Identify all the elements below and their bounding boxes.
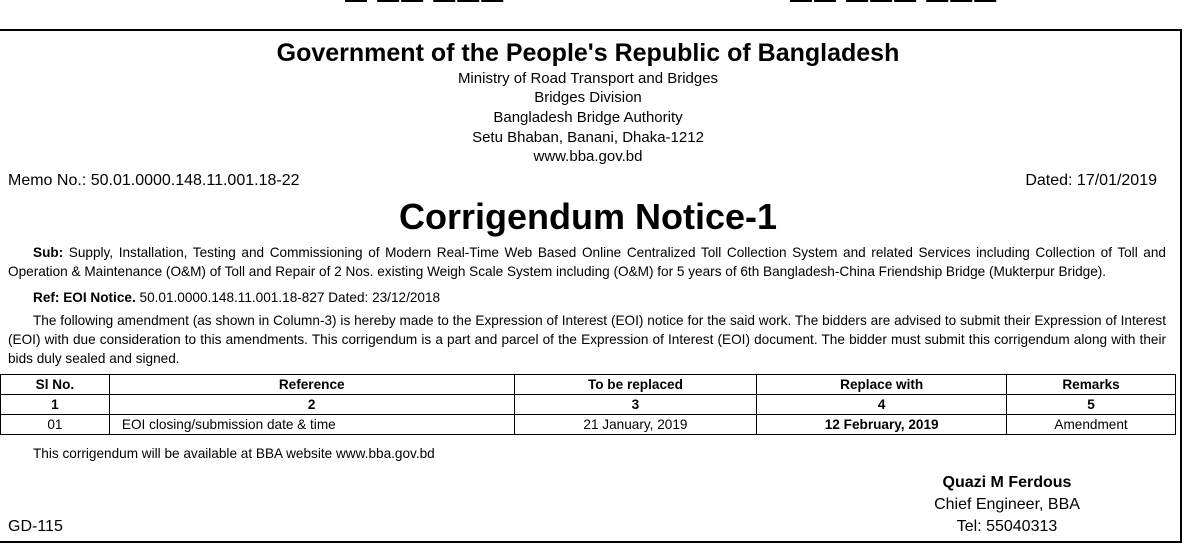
cropped-text-fragment [790,0,998,13]
dated-label: Dated: [1025,172,1073,189]
cell-sl-no: 01 [1,415,110,435]
header-to-be-replaced: To be replaced [514,375,757,395]
dated-value: 17/01/2019 [1076,172,1157,189]
memo-date [1025,171,1157,191]
notice-title: Corrigendum Notice-1 [398,196,778,237]
column-number: 1 [1,395,110,415]
reference-label: Ref: EOI Notice. [33,290,136,305]
memo-label: Memo No.: [8,172,87,189]
address-authority: Bangladesh Bridge Authority [493,109,683,126]
cell-to-be-replaced: 21 January, 2019 [514,415,757,435]
cropped-previous-content [0,0,1185,6]
header-replace-with: Replace with [757,375,1007,395]
address-division: Bridges Division [534,89,642,106]
amendment-table [0,374,1176,435]
column-number: 3 [514,395,757,415]
availability-note: This corrigendum will be available at BBA website www.bba.gov.bd [33,446,435,461]
table-row [1,415,1176,435]
body-paragraph: The following amendment (as shown in Column-3) is hereby made to the Expression of Interest (EOI) notice for the said work. The bidders are advised to submit their Expression of Interest (EOI) with due consideration to this amendments. This corrigendum is a part and parcel of the Expression of Interest (EOI) document. The bidder must submit this corrigendum along with their bids duly sealed and signed. [8,313,1166,366]
subject-paragraph [8,243,1166,281]
header-reference: Reference [109,375,514,395]
reference-text: 50.01.0000.148.11.001.18-827 Dated: 23/12/2018 [139,290,441,305]
header-remarks: Remarks [1007,375,1176,395]
table-header-row [1,375,1176,395]
cell-remarks: Amendment [1007,415,1176,435]
cropped-text-fragment [345,0,505,13]
column-number: 5 [1007,395,1176,415]
subject-text: Supply, Installation, Testing and Commissioning of Modern Real-Time Web Based Online Centralized Toll Collection System and related Services including Collection of Toll and Operation & Maintenance (O&M) of Toll and Repair of 2 Nos. existing Weigh Scale System including (O&M) for 5 years of 6th Bangladesh-China Friendship Bridge (Mukterpur Bridge). [8,245,1166,279]
cell-replace-with: 12 February, 2019 [757,415,1007,435]
government-title: Government of the People's Republic of Bangladesh [276,39,900,67]
column-number: 4 [757,395,1007,415]
address-street: Setu Bhaban, Banani, Dhaka-1212 [472,129,704,146]
table-column-number-row [1,395,1176,415]
signatory-designation: Chief Engineer, BBA [934,496,1080,513]
address-ministry: Ministry of Road Transport and Bridges [457,70,719,87]
reference-line [33,288,440,307]
cell-reference: EOI closing/submission date & time [109,415,514,435]
signatory-telephone: Tel: 55040313 [956,518,1058,535]
memo-value: 50.01.0000.148.11.001.18-22 [90,172,300,189]
footer-code: GD-115 [8,518,63,535]
subject-label: Sub: [33,245,64,260]
memo-number [8,171,299,191]
address-website: www.bba.gov.bd [533,148,643,165]
signatory-name: Quazi M Ferdous [942,474,1072,491]
column-number: 2 [109,395,514,415]
header-sl-no: Sl No. [1,375,110,395]
